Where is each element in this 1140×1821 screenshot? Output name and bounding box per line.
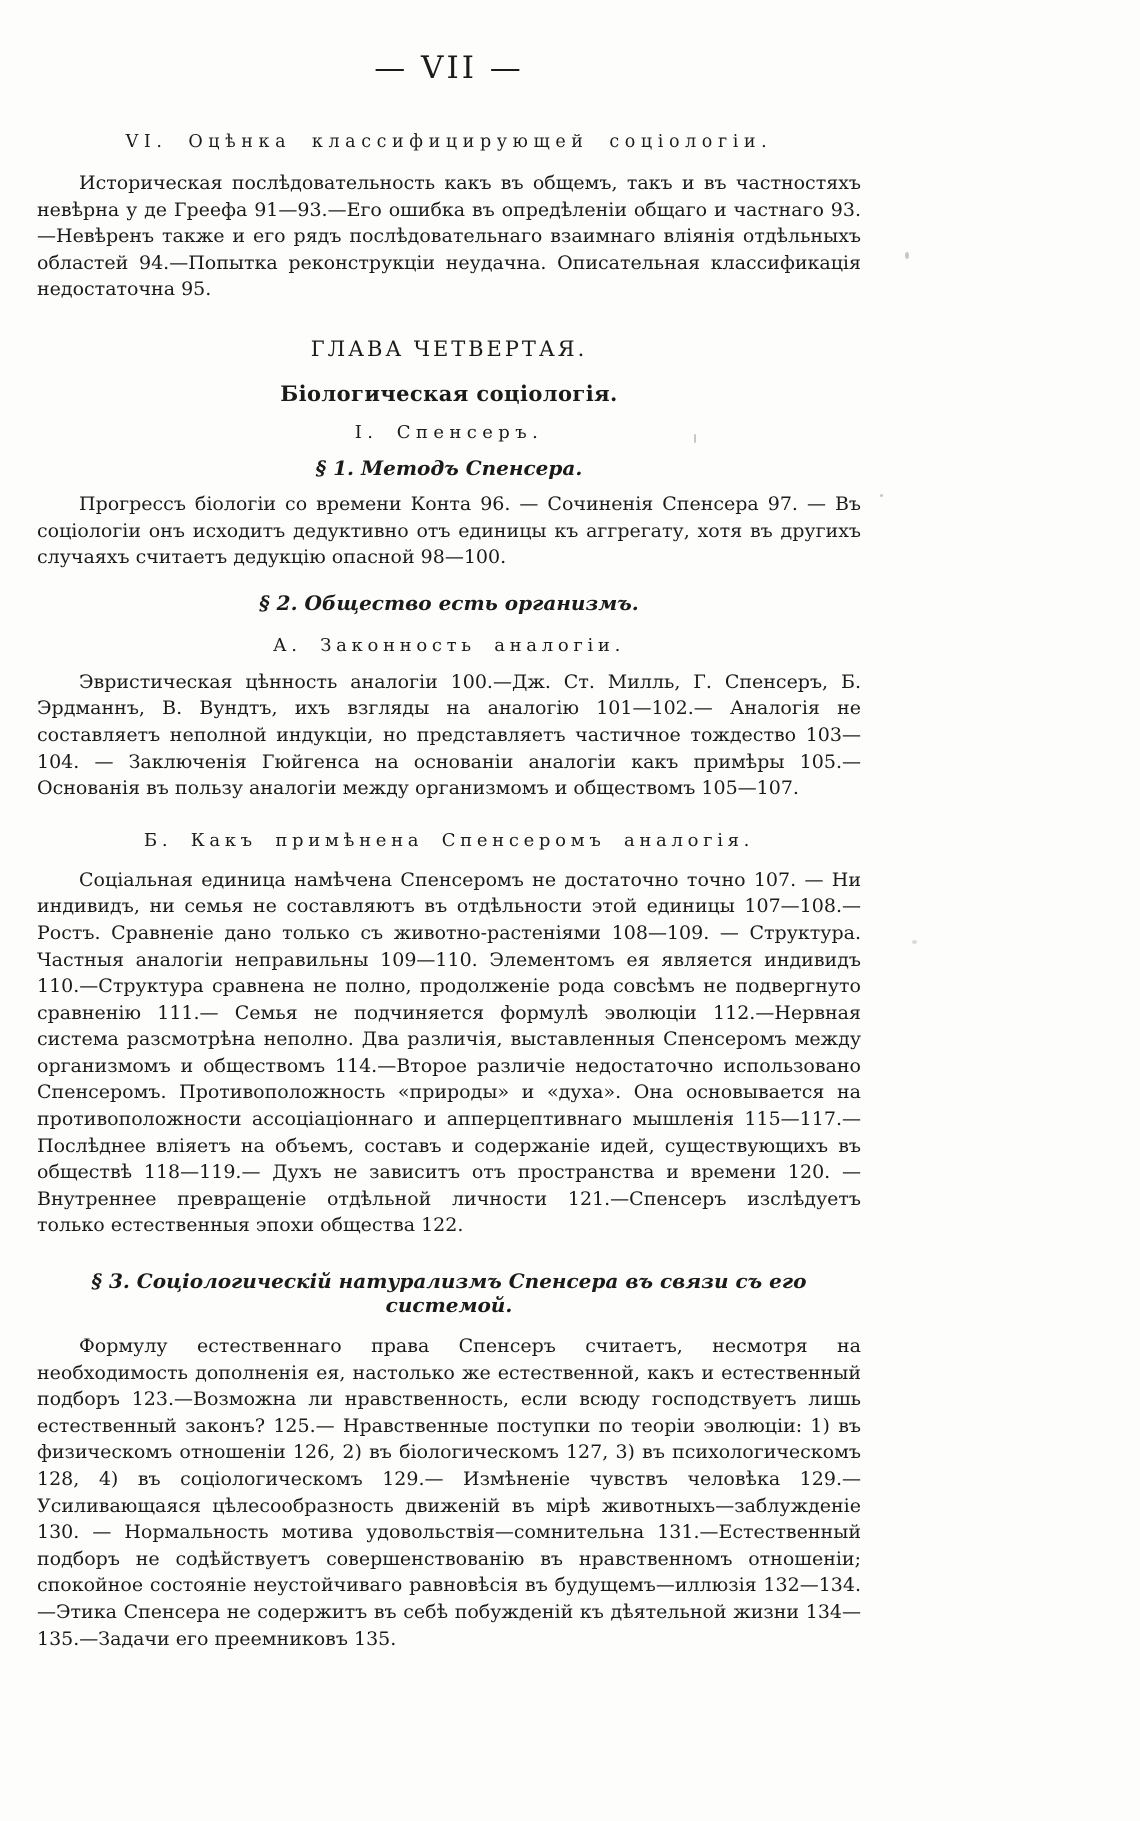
scan-artifact [694,434,696,443]
paragraph-3-text: Формулу естественнаго права Спенсеръ считаетъ, несмотря на необходимость дополненія ея, настолько же естественной, какъ и естественный подборъ 123.—Возможна ли нравственность, если всюду господствуетъ лишь естественный законъ? 125.— Нравственные поступки по теоріи эволюціи: 1) въ физическомъ отношеніи 126, 2) въ біологическомъ 127, 3) въ психологическомъ 128, 4) въ соціологическомъ 129.— Измѣненіе чувствъ человѣка 129.— Усиливающаяся цѣлесообразность движеній въ мірѣ животныхъ—заблужденіе 130. — Нормальность мотива удовольствія—сомнительна 131.—Естественный подборъ не содѣйствуетъ совершенствованію въ нравственномъ отношеніи; спокойное состояніе неустойчиваго равновѣсія въ будущемъ—иллюзія 132—134.—Этика Спенсера не содержитъ въ себѣ побужденій къ дѣятельной жизни 134—135.—Задачи его преемниковъ 135. [37,1335,861,1650]
subsection-b-heading: Б. Какъ примѣнена Спенсеромъ аналогія. [143,829,755,851]
text-column [37,50,861,1652]
subsection-b-text: Соціальная единица намѣчена Спенсеромъ не достаточно точно 107. — Ни индивидъ, ни семья не составляютъ въ отдѣльности этой единицы 107—108.— Ростъ. Сравненіе дано только съ животно-растеніями 108—109. — Структура. Частныя аналогіи неправильны 109—110. Элементомъ ея является индивидъ 110.—Структура сравнена не полно, продолженіе рода совсѣмъ не подвергнуто сравненію 111.— Семья не подчиняется формулѣ эволюціи 112.—Нервная система разсмотрѣна неполно. Два различія, выставленныя Спенсеромъ между организмомъ и обществомъ 114.—Второе различіе недостаточно использовано Спенсеромъ. Противоположность «природы» и «духа». Она основывается на противоположности ассоціаціоннаго и апперцептивнаго мышленія 115—117.—Послѣднее вліяетъ на объемъ, составъ и содержаніе идей, существующихъ въ обществѣ 118—119.— Духъ не зависитъ отъ пространства и времени 120. — Внутреннее превращеніе отдѣльной личности 121.—Спенсеръ изслѣдуетъ только естественныя эпохи общества 122. [37,868,861,1237]
page-number: — VII — [374,50,524,86]
scan-artifact [880,494,883,497]
scan-artifact [905,252,909,259]
section-vi-paragraph: Историческая послѣдовательность какъ въ общемъ, такъ и въ частностяхъ невѣрна у де Греефа 91—93.—Его ошибка въ опредѣленіи общаго и частнаго 93.—Невѣренъ также и его рядъ послѣдовательнаго взаимнаго вліянія отдѣльныхъ областей 94.—Попытка реконструкціи неудачна. Описательная классификація недостаточна 95. [37,172,861,301]
scan-artifact [912,940,917,944]
chapter-four-title: ГЛАВА ЧЕТВЕРТАЯ. [310,336,588,361]
paragraph-1-text: Прогрессъ біологіи со времени Конта 96. — Сочиненія Спенсера 97. — Въ соціологіи онъ исходитъ дедуктивно отъ единицы къ аггрегату, хотя въ другихъ случаяхъ считаетъ дедукцію опасной 98—100. [37,492,861,569]
chapter-four-subtitle: Біологическая соціологія. [280,380,618,406]
paragraph-2-heading: § 2. Общество есть организмъ. [259,590,639,615]
paragraph-1-heading: § 1. Методъ Спенсера. [315,455,583,480]
paragraph-3-heading: § 3. Соціологическій натурализмъ Спенсера въ связи съ его системой. [91,1269,807,1318]
subsection-a-text: Эвристическая цѣнность аналогіи 100.—Дж. Ст. Милль, Г. Спенсеръ, Б. Эрдманнъ, В. Вундтъ, ихъ взгляды на аналогію 101—102.— Аналогія не составляетъ неполной индукціи, но представляетъ частичное тождество 103—104. — Заключенія Гюйгенса на основаніи аналогіи какъ примѣры 105.—Основанія въ пользу аналогіи между организмомъ и обществомъ 105—107. [37,670,861,800]
part-one-spencer-heading: I. Спенсеръ. [354,421,544,443]
subsection-a-heading: А. Законность аналогіи. [273,634,625,656]
section-vi-heading: VI. Оцѣнка классифицирующей соціологіи. [125,132,773,152]
